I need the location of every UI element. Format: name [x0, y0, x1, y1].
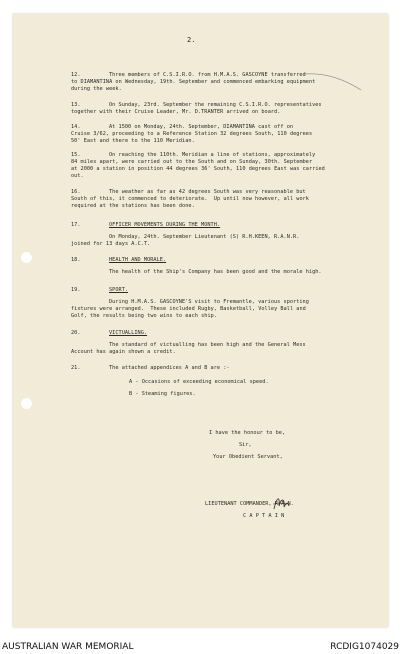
para-14-line-1: At 1500 on Monday, 24th. September, DIAMANTINA cast off on — [109, 124, 294, 130]
para-16-line-1: The weather as far as 42 degrees South was very reasonable but — [109, 189, 306, 195]
para-21-line-1: The attached appendices A and B are :- — [109, 365, 230, 371]
closing-line-1: I have the honour to be, — [209, 430, 286, 436]
para-17-line-1: On Monday, 24th. September Lieutenant (S) R.H.KEEN, R.A.N.R. — [109, 234, 300, 240]
para-18-heading: HEALTH AND MORALE. — [109, 257, 167, 263]
archive-footer — [0, 636, 403, 654]
para-14-line-2: Cruise 3/62, proceeding to a Reference Station 32 degrees South, 110 degrees — [71, 131, 313, 137]
para-19-num: 19. — [71, 287, 81, 293]
para-13-line-2: together with their Cruise Leader, Mr. D.TRANTER arrived on board. — [71, 109, 281, 115]
para-12-line-2: to DIAMANTINA on Wednesday, 19th. September and commenced embarking equipment — [71, 79, 316, 85]
page-number: 2. — [187, 36, 196, 44]
para-15-line-1: On reaching the 110th. Meridian a line of stations, approximately — [109, 152, 316, 158]
closing-line-3: Your Obedient Servant, — [213, 454, 283, 460]
para-13-num: 13. — [71, 102, 81, 108]
para-18-line-1: The health of the Ship's Company has been good and the morale high. — [109, 269, 322, 275]
para-12-num: 12. — [71, 72, 81, 78]
para-19-heading: SPORT. — [109, 287, 129, 293]
para-17-line-2: joined for 13 days A.C.T. — [71, 241, 151, 247]
para-15-line-4: out. — [71, 173, 84, 179]
para-19-line-2: fixtures were arranged. These included Rugby, Basketball, Volley Ball and — [71, 306, 306, 312]
signature-title: C A P T A I N — [243, 513, 285, 519]
appendix-b: B - Steaming figures. — [129, 391, 196, 397]
para-16-num: 16. — [71, 189, 81, 195]
para-20-line-1: The standard of victualling has been high and the General Mess — [109, 342, 306, 348]
para-15-line-2: 84 miles apart, were carried out to the South and on Sunday, 30th. September — [71, 159, 313, 165]
document-page — [13, 14, 388, 627]
para-14-line-3: 50' East and there to the 110 Meridian. — [71, 138, 195, 144]
para-12-line-3: during the week. — [71, 86, 122, 92]
para-21-num: 21. — [71, 365, 81, 371]
para-15-num: 15. — [71, 152, 81, 158]
para-19-line-3: Golf, the results being two wins to each ship. — [71, 313, 217, 319]
para-19-line-1: During H.M.A.S. GASCOYNE'S visit to Fremantle, various sporting — [109, 299, 309, 305]
para-15-line-3: at 2000 a station in position 44 degrees 36' South, 110 degrees East was carried — [71, 166, 325, 172]
para-18-num: 18. — [71, 257, 81, 263]
closing-line-2: Sir, — [239, 442, 252, 448]
para-16-line-3: required at the stations has been done. — [71, 203, 195, 209]
signature-rank: LIEUTENANT COMMANDER, R.A.N. — [205, 501, 294, 507]
para-16-line-2: South of this, it commenced to deteriorate. Up until now however, all work — [71, 196, 309, 202]
para-20-heading: VICTUALLING. — [109, 330, 148, 336]
para-14-num: 14. — [71, 124, 81, 130]
punch-hole — [21, 398, 32, 409]
para-20-num: 20. — [71, 330, 81, 336]
para-12-line-1: Three members of C.S.I.R.O. from H.M.A.S. GASCOYNE transferred — [109, 72, 306, 78]
para-17-num: 17. — [71, 222, 81, 228]
appendix-a: A - Occasions of exceeding economical speed. — [129, 379, 269, 385]
para-13-line-1: On Sunday, 23rd. September the remaining C.S.I.R.O. representatives — [109, 102, 322, 108]
punch-hole — [21, 252, 32, 263]
archive-name: AUSTRALIAN WAR MEMORIAL — [2, 642, 134, 652]
para-17-heading: OFFICER MOVEMENTS DURING THE MONTH. — [109, 222, 221, 228]
para-20-line-2: Account has again shown a credit. — [71, 349, 176, 355]
archive-id: RCDIG1074029 — [330, 642, 399, 652]
